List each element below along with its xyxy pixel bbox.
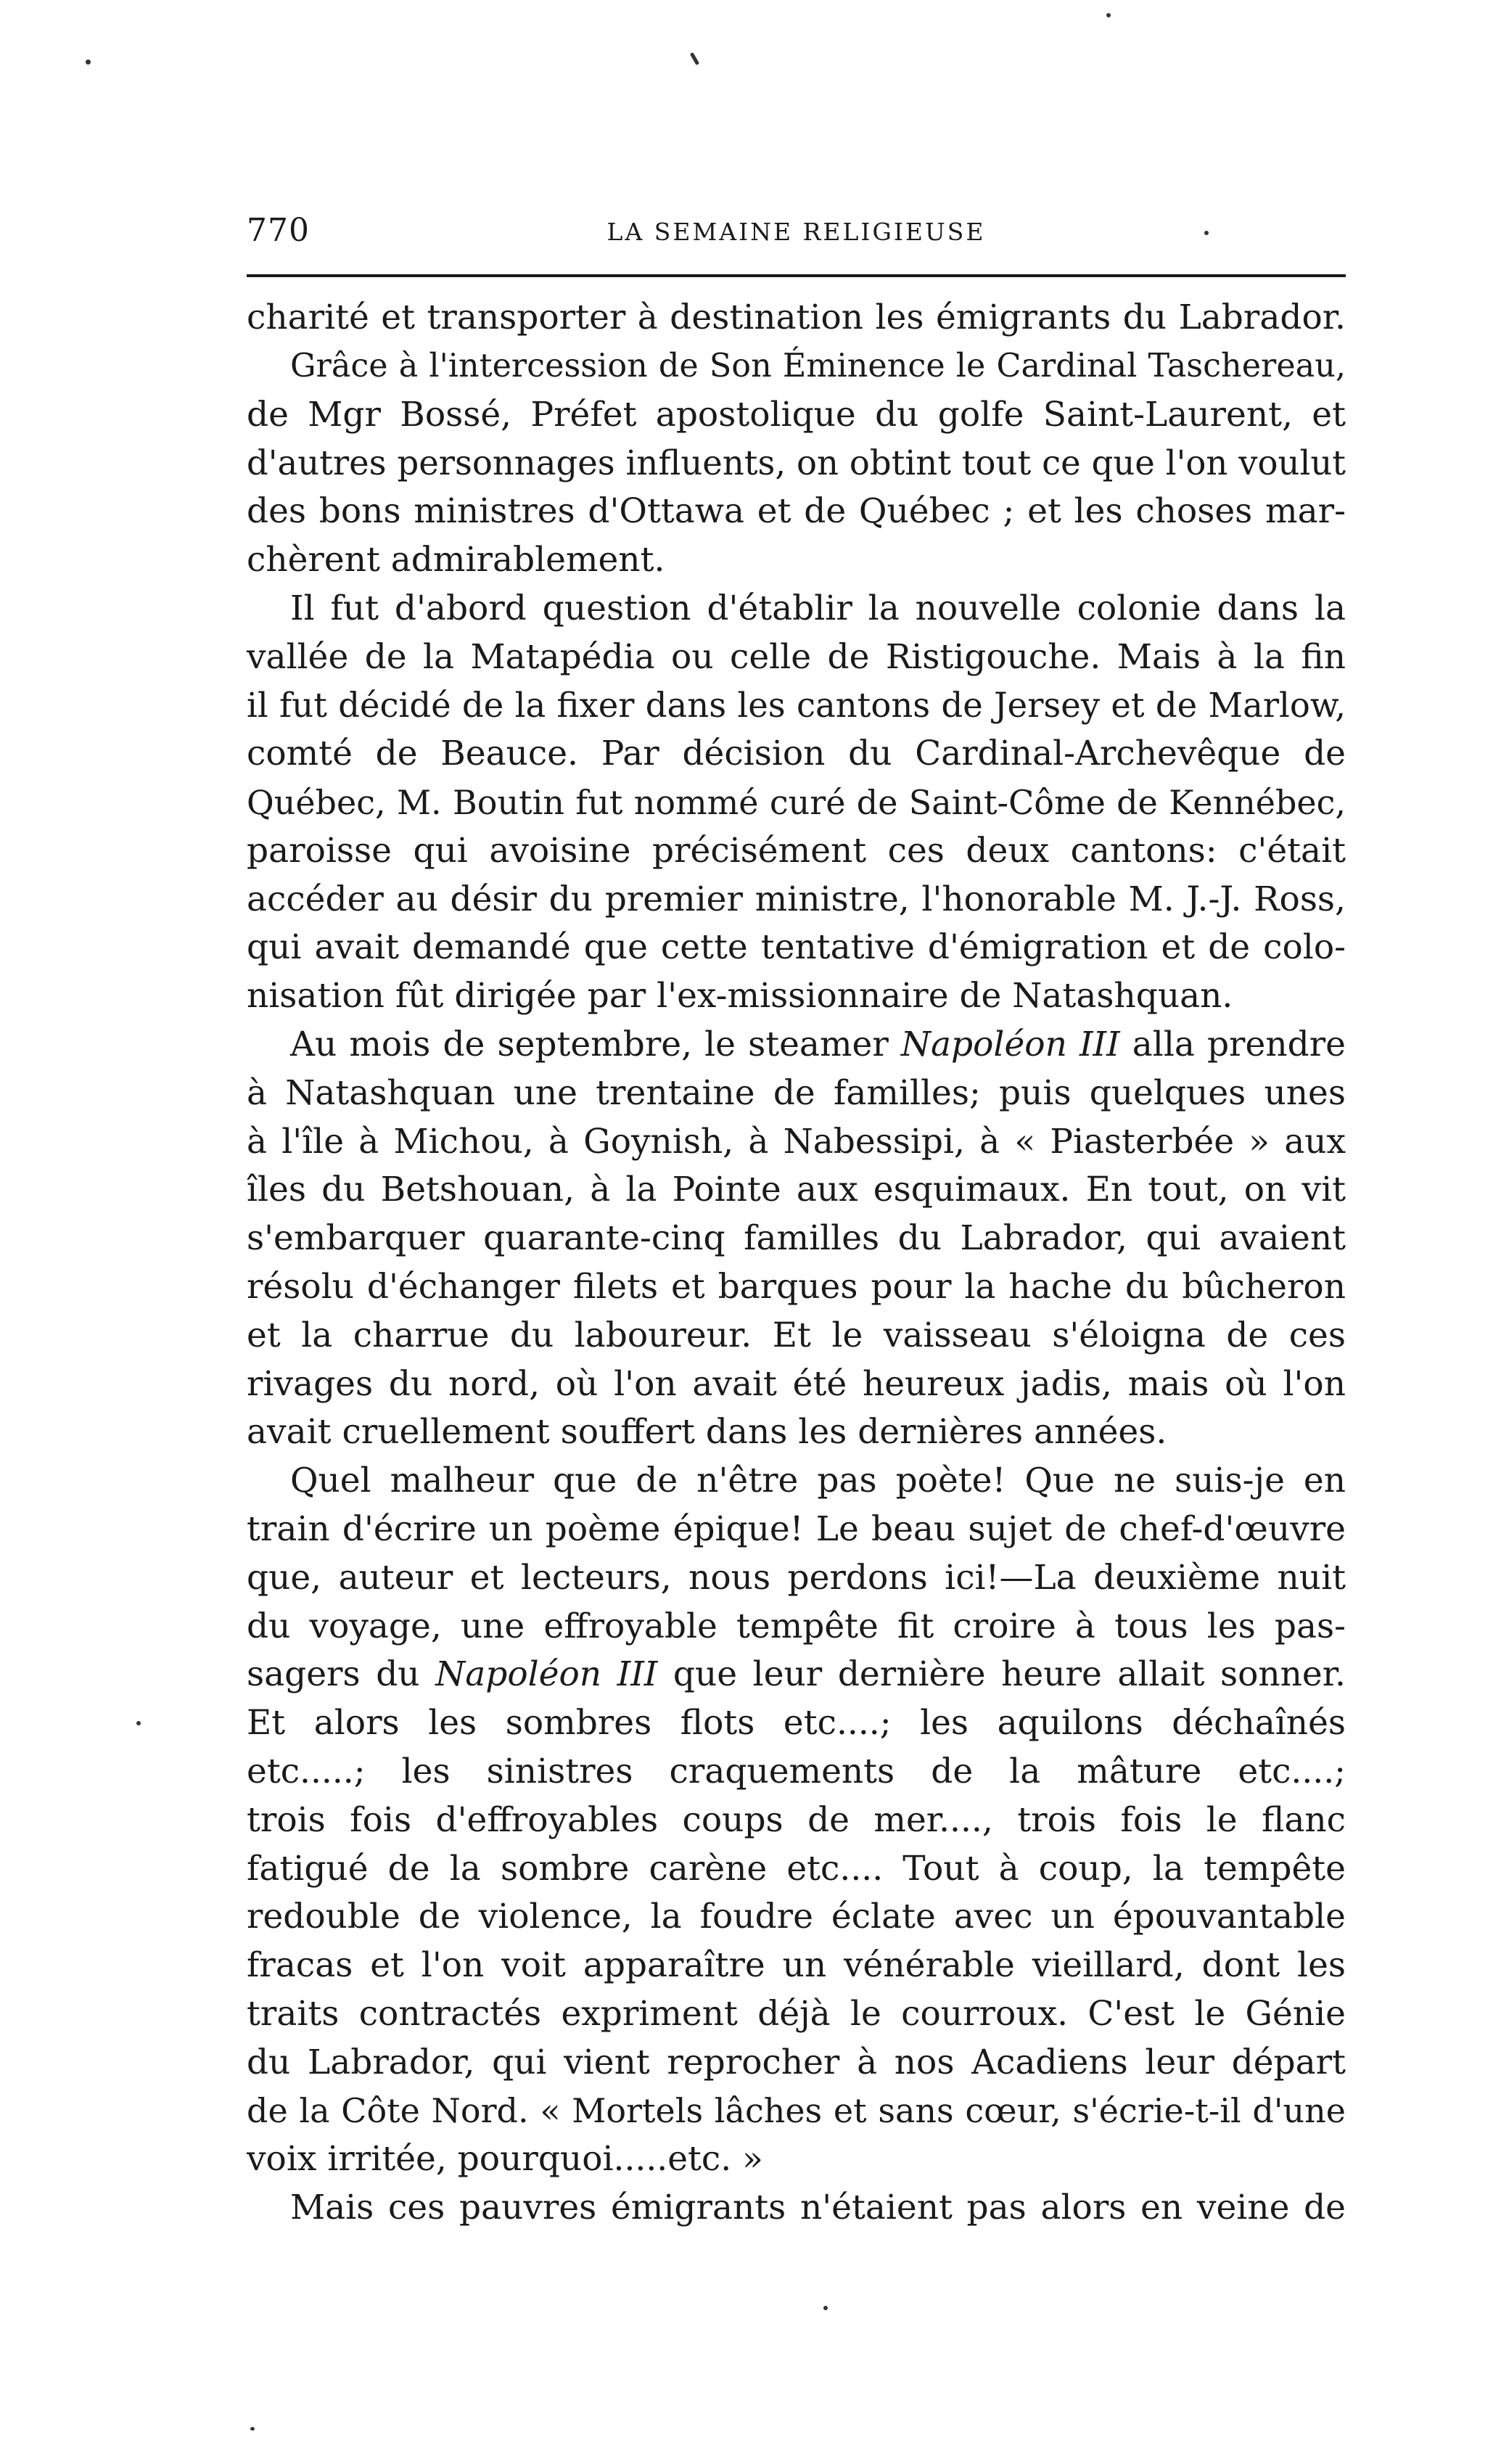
page-header [247,212,1346,255]
header-rule [247,274,1346,277]
print-speck [690,52,699,65]
print-speck [1106,13,1111,17]
print-speck [86,59,91,65]
text-line: nisation fût dirigée par l'ex-missionnaire de Natashquan. [247,976,1233,1017]
text-line: avait cruellement souffert dans les dernières années. [247,1412,1167,1453]
text-line: du voyage, une effroyable tempête fit croire à tous les pas- [247,1606,1346,1646]
text-line: que, auteur et lecteurs, nous perdons ici!—La deuxième nuit [247,1557,1346,1598]
text-line: s'embarquer quarante-cinq familles du Labrador, qui avaient [247,1218,1346,1259]
text-line: qui avait demandé que cette tentative d'émigration et de colo- [247,927,1346,968]
text-line: du Labrador, qui vient reprocher à nos Acadiens leur départ [247,2042,1346,2082]
text-line: il fut décidé de la fixer dans les cantons de Jersey et de Marlow, [247,686,1346,726]
text-line: rivages du nord, où l'on avait été heureux jadis, mais où l'on [247,1363,1346,1404]
print-speck [823,2306,828,2310]
text-line: paroisse qui avoisine précisément ces deux cantons: c'était [247,830,1346,871]
text-line: à Natashquan une trentaine de familles; puis quelques unes [247,1072,1346,1113]
text-line: Mais ces pauvres émigrants n'étaient pas alors en veine de [290,2188,1346,2228]
text-line: et la charrue du laboureur. Et le vaisseau s'éloigna de ces [247,1315,1346,1355]
text-line: de la Côte Nord. « Mortels lâches et sans cœur, s'écrie-t-il d'une [247,2091,1346,2131]
print-speck [136,1721,141,1725]
text-line: Et alors les sombres flots etc....; les aquilons déchaînés [247,1703,1346,1744]
text-line: à l'île à Michou, à Goynish, à Nabessipi, à « Piasterbée » aux [247,1121,1346,1162]
text-line: chèrent admirablement. [247,539,665,580]
text-line: Québec, M. Boutin fut nommé curé de Saint-Côme de Kennébec, [247,782,1346,822]
text-line: etc.....; les sinistres craquements de la mâture etc....; [247,1751,1346,1791]
text-line: Quel malheur que de n'être pas poète! Que ne suis-je en [290,1461,1346,1501]
text-line: d'autres personnages influents, on obtint tout ce que l'on voulut [247,443,1346,483]
text-line: Grâce à l'intercession de Son Éminence le Cardinal Taschereau, [290,347,1346,385]
text-line: fracas et l'on voit apparaître un vénérable vieillard, dont les [247,1945,1346,1986]
text-line: vallée de la Matapédia ou celle de Ristigouche. Mais à la fin [247,636,1346,677]
text-line: des bons ministres d'Ottawa et de Québec ; et les choses mar- [247,491,1346,532]
text-line: traits contractés expriment déjà le courroux. C'est le Génie [247,1993,1346,2034]
text-line: comté de Beauce. Par décision du Cardinal-Archevêque de [247,734,1346,774]
page-number: 770 [247,212,310,249]
text-line: fatigué de la sombre carène etc.... Tout à coup, la tempête [247,1848,1346,1889]
text-line: voix irritée, pourquoi.....etc. » [247,2139,763,2180]
text-line: trois fois d'effroyables coups de mer...., trois fois le flanc [247,1799,1346,1840]
print-speck [250,2427,255,2431]
text-line: Au mois de septembre, le steamer Napoléon III alla prendre [290,1024,1346,1064]
text-line: îles du Betshouan, à la Pointe aux esquimaux. En tout, on vit [247,1170,1346,1210]
body-text [247,294,1346,2233]
running-title: LA SEMAINE RELIGIEUSE [606,218,986,246]
text-line: redouble de violence, la foudre éclate avec un épouvantable [247,1897,1346,1937]
text-line: résolu d'échanger filets et barques pour la hache du bûcheron [247,1266,1346,1307]
text-line: sagers du Napoléon III que leur dernière heure allait sonner. [247,1654,1346,1695]
text-line: charité et transporter à destination les émigrants du Labrador. [247,297,1346,337]
text-line: de Mgr Bossé, Préfet apostolique du golfe Saint-Laurent, et [247,394,1346,435]
text-line: accéder au désir du premier ministre, l'honorable M. J.-J. Ross, [247,879,1346,919]
text-line: train d'écrire un poème épique! Le beau sujet de chef-d'œuvre [247,1508,1346,1549]
text-line: Il fut d'abord question d'établir la nouvelle colonie dans la [290,588,1346,628]
